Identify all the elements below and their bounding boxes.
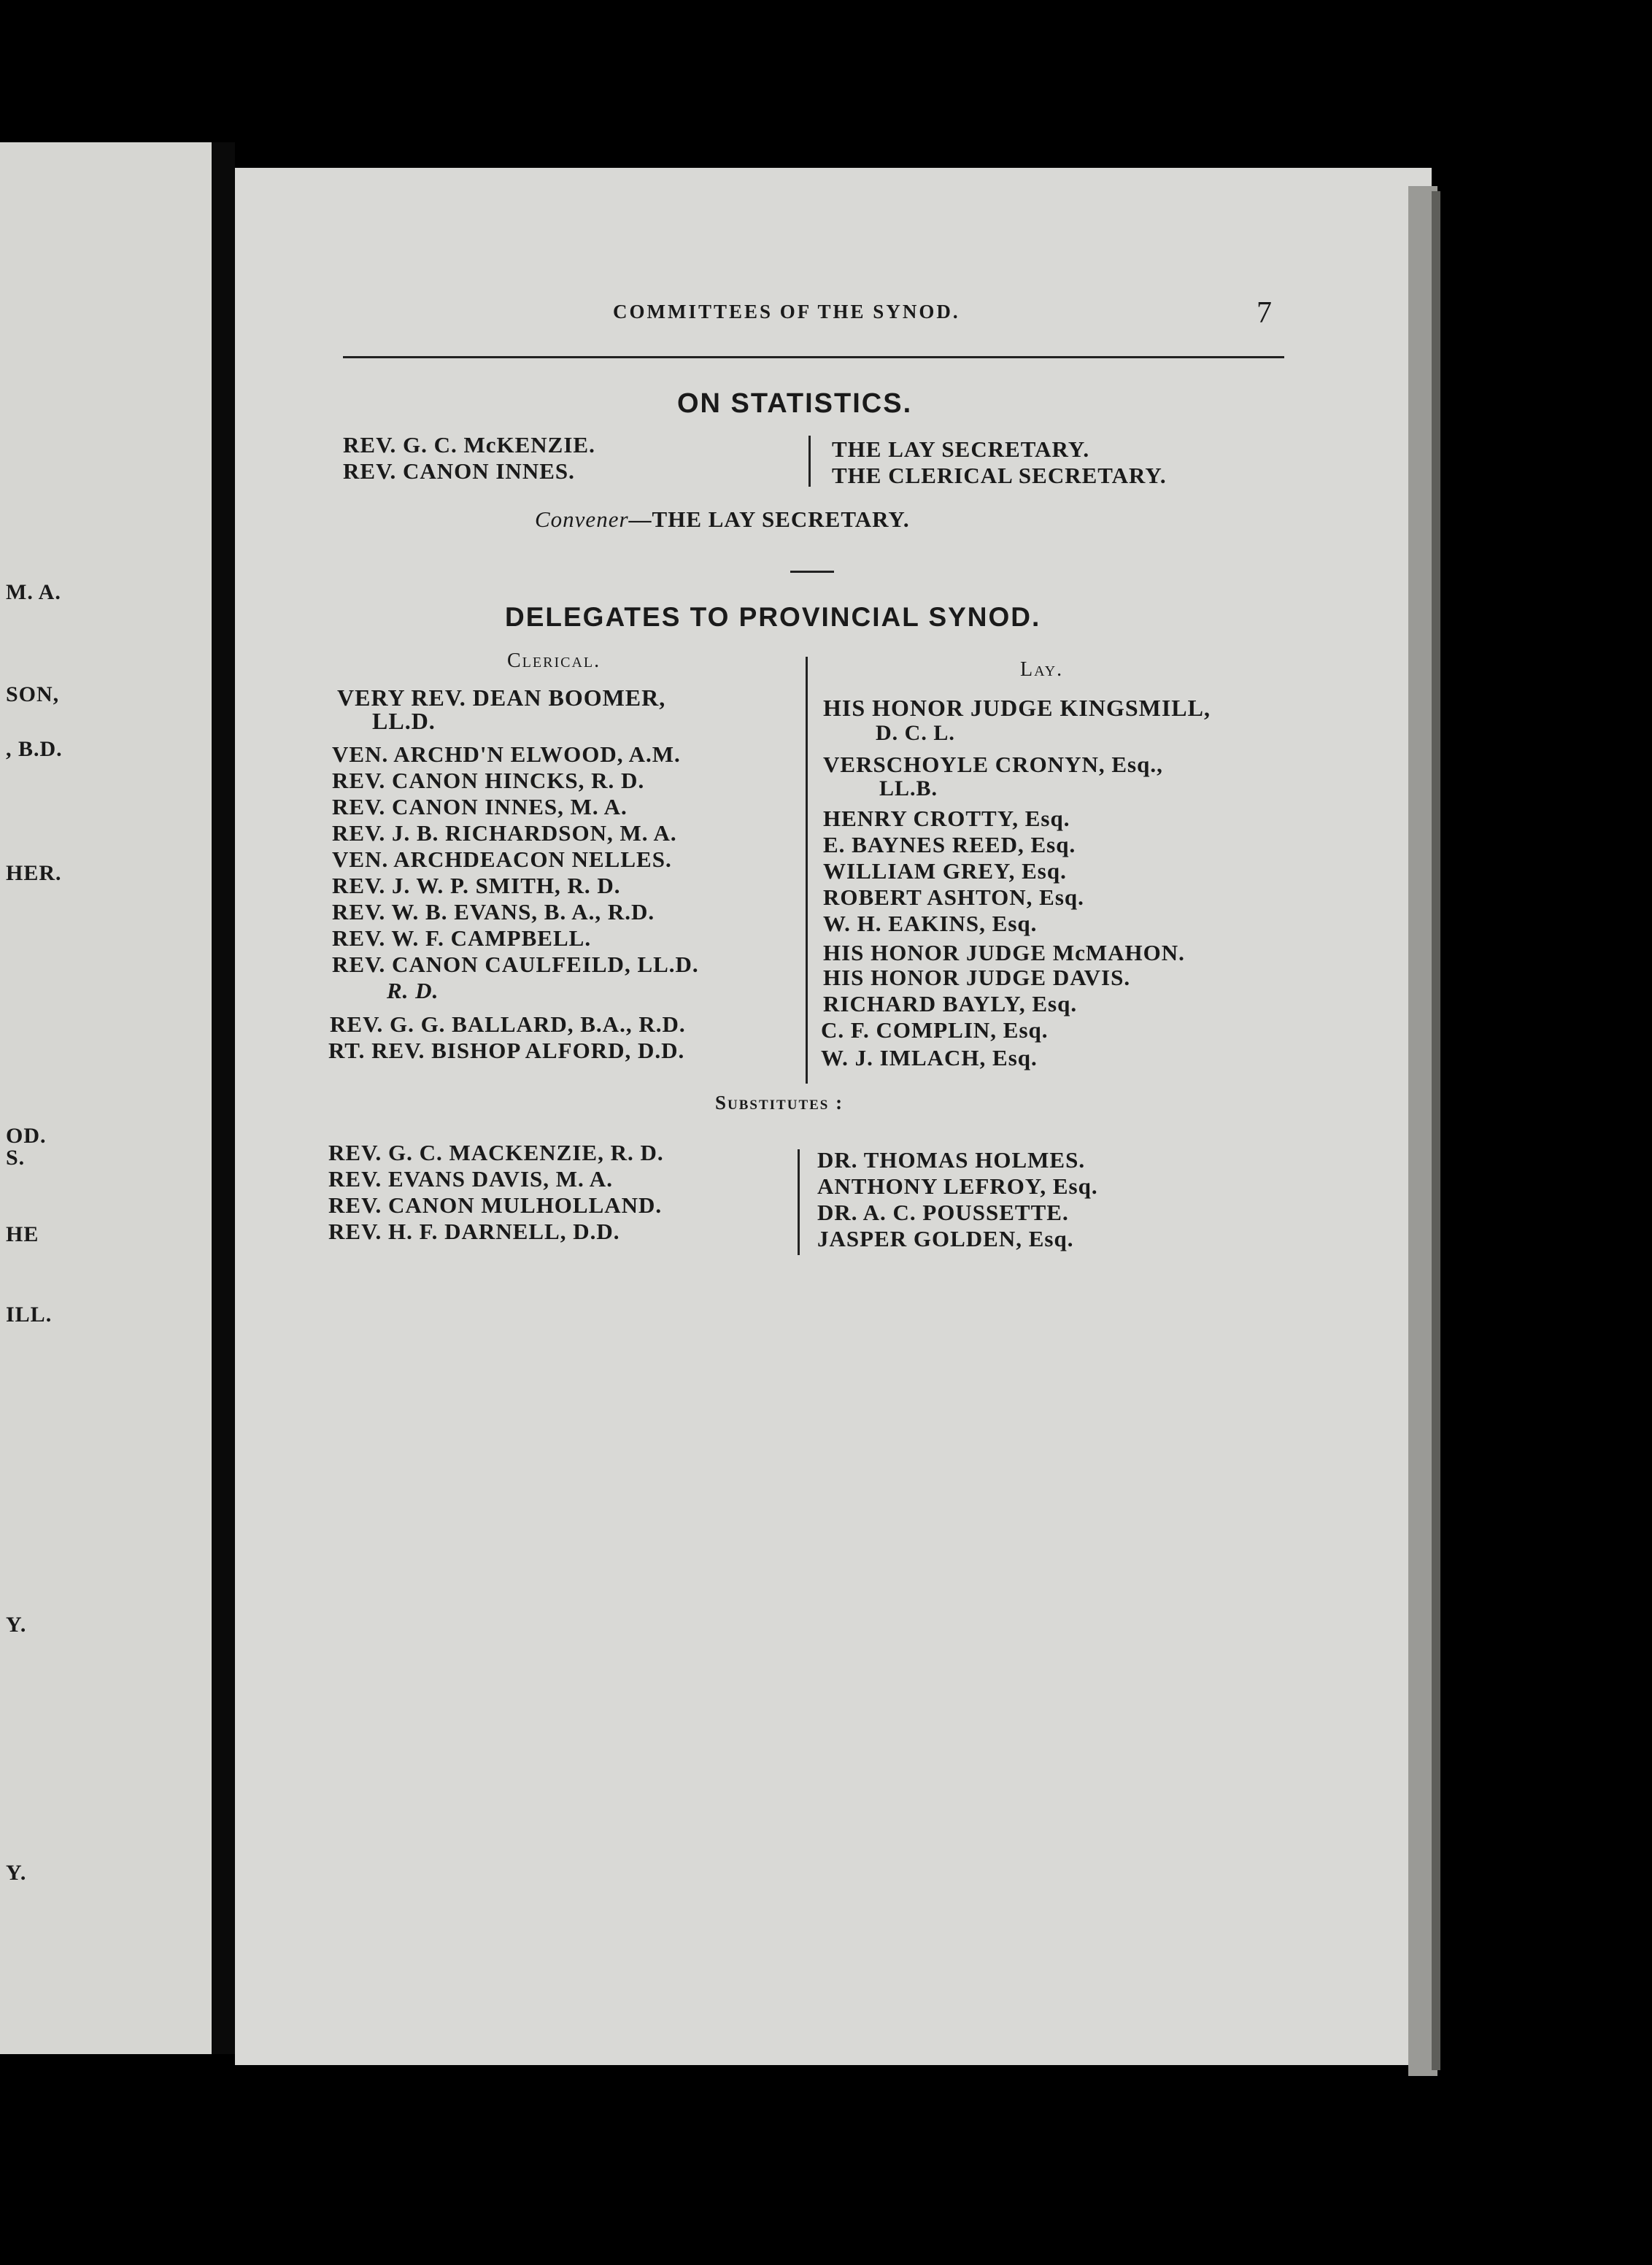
page-number: 7 bbox=[1257, 296, 1272, 330]
column-divider bbox=[808, 436, 811, 487]
lay-substitute: ANTHONY LEFROY, Esq. bbox=[817, 1173, 1098, 1199]
fragment-text: S. bbox=[6, 1146, 26, 1170]
fragment-text: Y. bbox=[6, 1613, 27, 1637]
section-rule bbox=[790, 571, 834, 573]
lay-delegate: VERSCHOYLE CRONYN, Esq., bbox=[823, 752, 1163, 777]
lay-delegate: LL.B. bbox=[879, 776, 938, 800]
statistics-member: THE LAY SECRETARY. bbox=[832, 436, 1090, 462]
convener-name: —THE LAY SECRETARY. bbox=[628, 506, 910, 532]
lay-substitute: DR. A. C. POUSSETTE. bbox=[817, 1200, 1069, 1225]
clerical-delegate: REV. CANON CAULFEILD, LL.D. bbox=[332, 952, 699, 977]
facing-page-fragment bbox=[0, 142, 212, 2054]
lay-delegate: WILLIAM GREY, Esq. bbox=[823, 858, 1067, 884]
lay-delegate: W. H. EAKINS, Esq. bbox=[823, 911, 1038, 936]
statistics-member: THE CLERICAL SECRETARY. bbox=[832, 463, 1167, 488]
book-gutter bbox=[212, 142, 235, 2054]
lay-delegate: ROBERT ASHTON, Esq. bbox=[823, 884, 1084, 910]
clerical-delegate: R. D. bbox=[387, 978, 439, 1003]
lay-substitute: JASPER GOLDEN, Esq. bbox=[817, 1226, 1074, 1251]
clerical-substitute: REV. EVANS DAVIS, M. A. bbox=[328, 1166, 613, 1192]
clerical-delegate: REV. CANON INNES, M. A. bbox=[332, 794, 628, 819]
clerical-delegate: REV. J. W. P. SMITH, R. D. bbox=[332, 873, 621, 898]
clerical-delegate: REV. CANON HINCKS, R. D. bbox=[332, 768, 645, 793]
header-rule bbox=[343, 356, 1284, 358]
lay-substitute: DR. THOMAS HOLMES. bbox=[817, 1147, 1086, 1173]
lay-delegate: E. BAYNES REED, Esq. bbox=[823, 832, 1076, 857]
lay-delegate: RICHARD BAYLY, Esq. bbox=[823, 991, 1078, 1016]
lay-delegate: D. C. L. bbox=[876, 721, 955, 745]
fragment-text: SON, bbox=[6, 682, 60, 706]
lay-delegate: HIS HONOR JUDGE McMAHON. bbox=[823, 940, 1185, 965]
delegates-heading: DELEGATES TO PROVINCIAL SYNOD. bbox=[505, 602, 1041, 632]
clerical-delegate: VEN. ARCHDEACON NELLES. bbox=[332, 846, 672, 872]
clerical-delegate: VERY REV. DEAN BOOMER, bbox=[337, 684, 666, 711]
clerical-substitute: REV. G. C. MACKENZIE, R. D. bbox=[328, 1140, 664, 1165]
clerical-substitute: REV. H. F. DARNELL, D.D. bbox=[328, 1219, 620, 1244]
fragment-text: ILL. bbox=[6, 1303, 53, 1327]
running-header: COMMITTEES OF THE SYNOD. bbox=[613, 301, 960, 323]
substitutes-heading: Substitutes : bbox=[715, 1092, 844, 1114]
clerical-delegate: REV. J. B. RICHARDSON, M. A. bbox=[332, 820, 677, 846]
fragment-text: Y. bbox=[6, 1861, 27, 1885]
column-divider bbox=[806, 657, 808, 1084]
clerical-delegate: RT. REV. BISHOP ALFORD, D.D. bbox=[328, 1038, 685, 1063]
clerical-delegate: REV. G. G. BALLARD, B.A., R.D. bbox=[330, 1011, 686, 1037]
clerical-delegate: VEN. ARCHD'N ELWOOD, A.M. bbox=[332, 741, 681, 767]
lay-delegate: HENRY CROTTY, Esq. bbox=[823, 806, 1070, 831]
lay-delegate: HIS HONOR JUDGE KINGSMILL, bbox=[823, 695, 1211, 721]
fragment-text: , B.D. bbox=[6, 737, 63, 761]
fragment-text: HE bbox=[6, 1222, 39, 1246]
statistics-member: REV. G. C. McKENZIE. bbox=[343, 432, 595, 458]
lay-delegate: C. F. COMPLIN, Esq. bbox=[821, 1017, 1049, 1043]
convener-label: Convener bbox=[535, 506, 629, 532]
lay-delegate: W. J. IMLACH, Esq. bbox=[821, 1045, 1038, 1070]
convener-line bbox=[535, 506, 910, 533]
clerical-delegate: LL.D. bbox=[372, 708, 436, 734]
lay-label: Lay. bbox=[1020, 658, 1064, 681]
lay-delegate: HIS HONOR JUDGE DAVIS. bbox=[823, 965, 1131, 990]
fragment-text: HER. bbox=[6, 861, 62, 885]
clerical-substitute: REV. CANON MULHOLLAND. bbox=[328, 1192, 663, 1218]
statistics-member: REV. CANON INNES. bbox=[343, 458, 575, 484]
page-edge-shadow bbox=[1432, 191, 1440, 2070]
column-divider bbox=[798, 1149, 800, 1255]
fragment-text: M. A. bbox=[6, 580, 61, 604]
statistics-heading: ON STATISTICS. bbox=[677, 388, 913, 419]
clerical-label: Clerical. bbox=[507, 649, 601, 672]
clerical-delegate: REV. W. B. EVANS, B. A., R.D. bbox=[332, 899, 655, 925]
clerical-delegate: REV. W. F. CAMPBELL. bbox=[332, 925, 592, 951]
fragment-text: OD. bbox=[6, 1124, 47, 1148]
